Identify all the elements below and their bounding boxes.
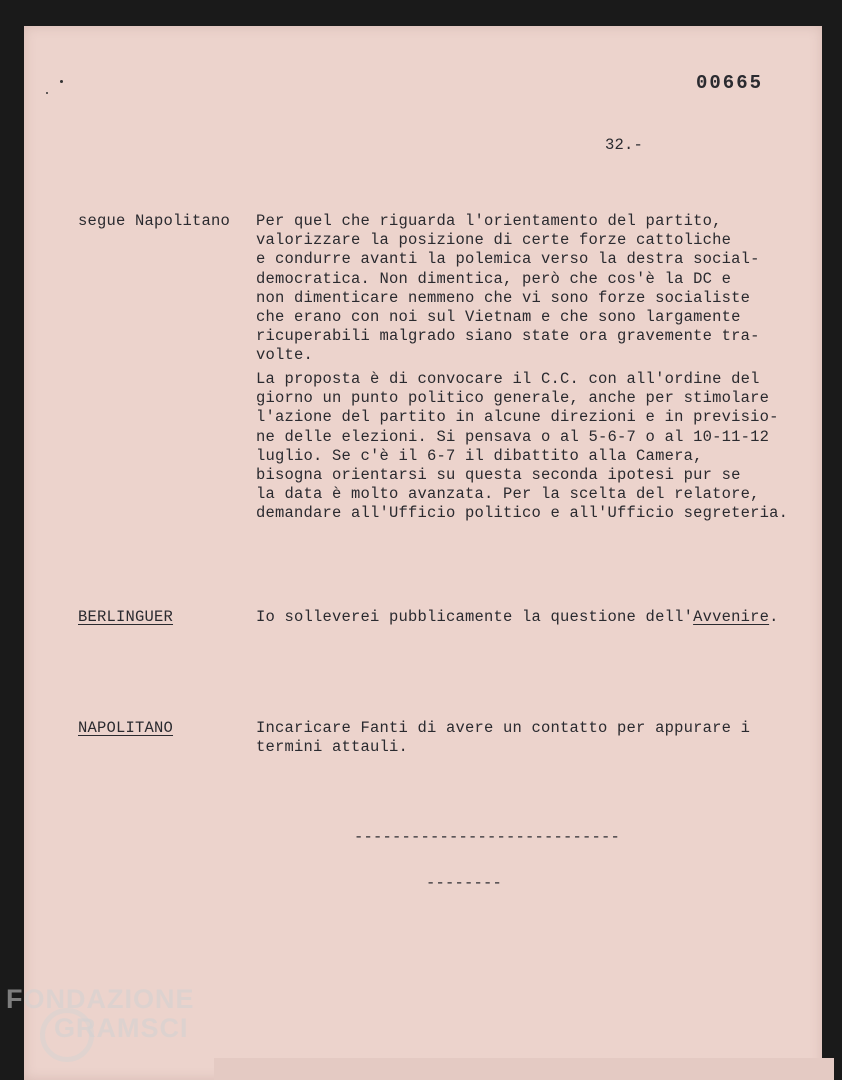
text-fragment: Io solleverei pubblicamente la questione dell': [256, 608, 694, 626]
speaker-label: NAPOLITANO: [78, 719, 174, 737]
archive-watermark: [6, 986, 226, 1042]
text-line: non dimenticare nemmeno che vi sono forze socialiste: [256, 288, 751, 307]
watermark-line: GRAMSCI: [54, 1013, 189, 1043]
text-fragment: .: [769, 608, 779, 626]
closing-long-rule: ----------------------------: [354, 828, 621, 846]
text-line: volte.: [256, 346, 314, 365]
speech-paragraph: [256, 719, 796, 757]
speech-paragraph: [256, 370, 796, 524]
text-line: la data è molto avanzata. Per la scelta del relatore,: [256, 485, 760, 504]
document-number: 00665: [696, 72, 764, 94]
text-line: [256, 608, 796, 627]
speech-paragraph: [256, 212, 796, 366]
text-line: demandare all'Ufficio politico e all'Ufficio segreteria.: [256, 504, 789, 523]
text-line: termini attauli.: [256, 738, 409, 757]
text-line: Per quel che riguarda l'orientamento del partito,: [256, 212, 722, 230]
text-line: bisogna orientarsi su questa seconda ipotesi pur se: [256, 466, 741, 485]
text-line: democratica. Non dimentica, però che cos'è la DC e: [256, 269, 732, 288]
text-line: Incaricare Fanti di avere un contatto per appurare i: [256, 719, 751, 737]
closing-short-rule: --------: [426, 874, 503, 892]
document-page: [24, 26, 822, 1080]
text-line: valorizzare la posizione di certe forze cattoliche: [256, 231, 732, 250]
text-line: ne delle elezioni. Si pensava o al 5-6-7 o al 10-11-12: [256, 427, 770, 446]
paper-speck: [46, 92, 48, 94]
text-line: l'azione del partito in alcune direzioni e in previsio-: [256, 408, 779, 427]
text-line: giorno un punto politico generale, anche per stimolare: [256, 389, 770, 408]
speaker-label: BERLINGUER: [78, 608, 174, 626]
page-number: 32.-: [605, 136, 644, 154]
watermark-logo-icon: [40, 1008, 94, 1062]
speech-paragraph: [256, 608, 796, 627]
text-line: che erano con noi sul Vietnam e che sono largamente: [256, 308, 741, 327]
text-line: e condurre avanti la polemica verso la destra social-: [256, 250, 760, 269]
underlined-title: Avvenire: [693, 608, 770, 626]
text-line: La proposta è di convocare il C.C. con all'ordine del: [256, 370, 760, 388]
speaker-label: segue Napolitano: [78, 212, 231, 230]
paper-speck: [60, 80, 63, 83]
text-line: ricuperabili malgrado siano state ora gravemente tra-: [256, 327, 760, 346]
text-line: luglio. Se c'è il 6-7 il dibattito alla Camera,: [256, 446, 703, 465]
watermark-line: FONDAZIONE: [6, 984, 195, 1014]
